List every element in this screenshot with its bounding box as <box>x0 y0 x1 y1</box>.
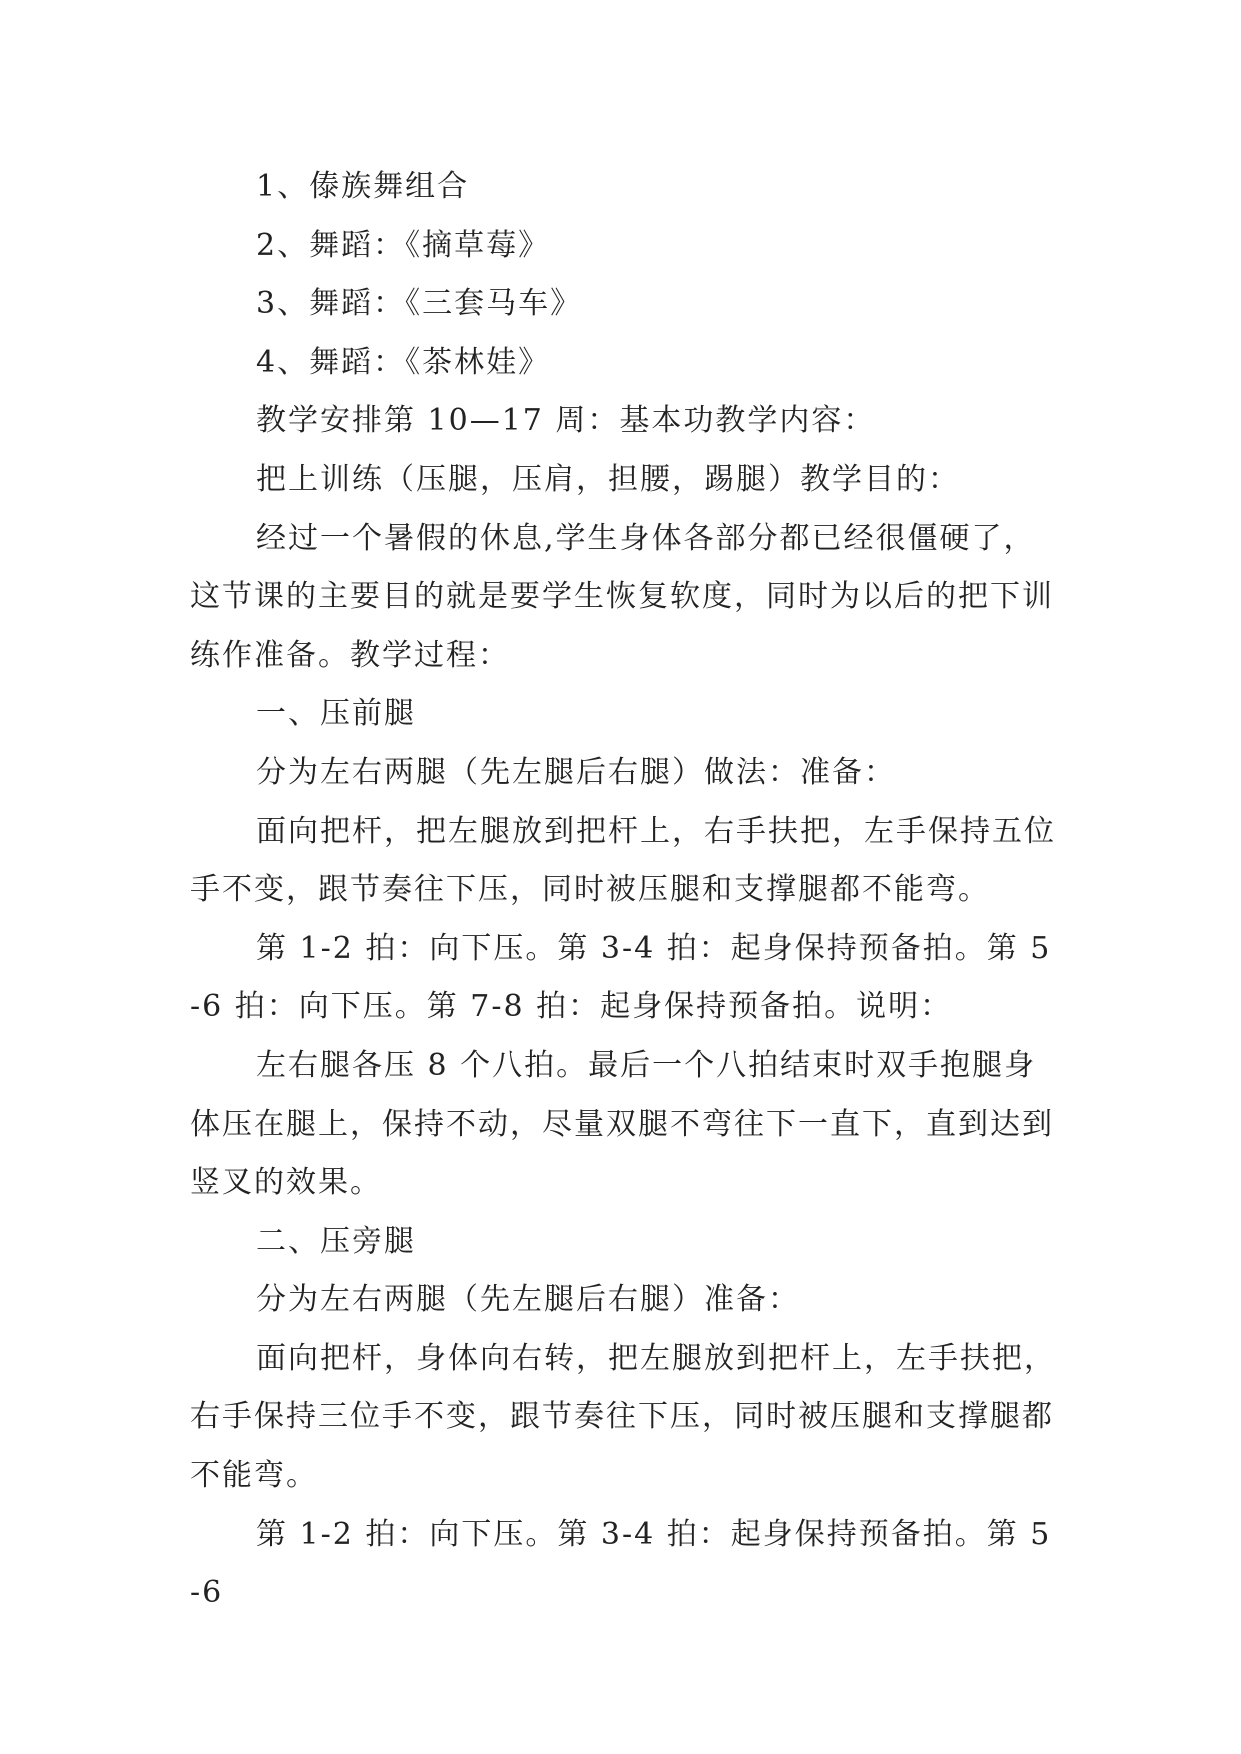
list-item-dance-troika: 3、舞蹈：《三套马车》 <box>256 286 583 322</box>
front-leg-prep-paragraph: 分为左右两腿（先左腿后右腿）做法：准备： <box>256 754 896 790</box>
front-leg-method-paragraph: 面向把杆，把左腿放到把杆上，右手扶把，左手保持五位手不变，跟节奏往下压，同时被压腿和支撑腿都不能弯。 <box>190 813 1056 908</box>
side-leg-beats-paragraph: 第 1-2 拍：向下压。第 3-4 拍：起身保持预备拍。第 5-6 <box>190 1516 1052 1611</box>
schedule-heading: 教学安排第 10—17 周：基本功教学内容： <box>256 403 876 439</box>
section-front-leg-heading: 一、压前腿 <box>256 696 416 732</box>
document-body <box>190 158 1060 1623</box>
section-side-leg-heading: 二、压旁腿 <box>256 1223 416 1259</box>
side-leg-prep-paragraph: 分为左右两腿（先左腿后右腿）准备： <box>256 1282 800 1318</box>
list-item-dance-tea-forest: 4、舞蹈：《茶林娃》 <box>256 344 551 380</box>
side-leg-method-paragraph: 面向把杆，身体向右转，把左腿放到把杆上，左手扶把，右手保持三位手不变，跟节奏往下压，同时被压腿和支撑腿都不能弯。 <box>190 1340 1056 1494</box>
front-leg-beats-paragraph: 第 1-2 拍：向下压。第 3-4 拍：起身保持预备拍。第 5-6 拍：向下压。第 7-8 拍：起身保持预备拍。说明： <box>190 930 1052 1025</box>
barre-training-heading: 把上训练（压腿，压肩，担腰，踢腿）教学目的： <box>256 461 960 497</box>
front-leg-notes-paragraph: 左右腿各压 8 个八拍。最后一个八拍结束时双手抱腿身体压在腿上，保持不动，尽量双腿不弯往下一直下，直到达到竖叉的效果。 <box>190 1047 1054 1201</box>
list-item-dai-dance: 1、傣族舞组合 <box>256 169 470 204</box>
teaching-purpose-paragraph: 经过一个暑假的休息,学生身体各部分都已经很僵硬了，这节课的主要目的就是要学生恢复软度，同时为以后的把下训练作准备。教学过程： <box>190 520 1054 673</box>
list-item-dance-strawberry: 2、舞蹈：《摘草莓》 <box>256 227 551 263</box>
